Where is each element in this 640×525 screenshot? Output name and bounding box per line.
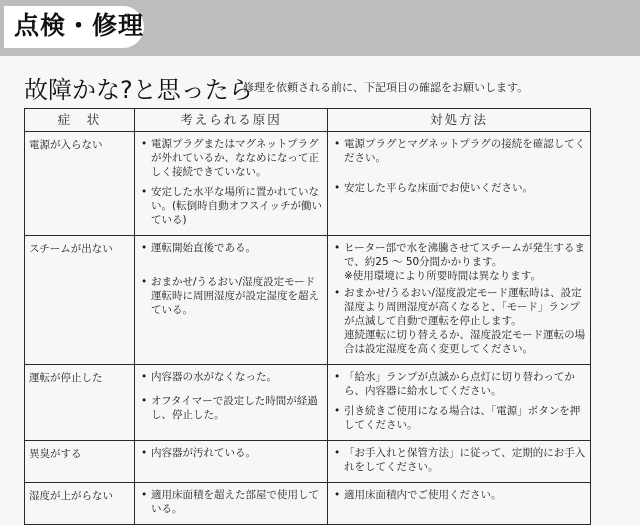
table-row <box>25 365 591 441</box>
remedy-item: • 安定した平らな床面でお使いください。 <box>334 182 533 194</box>
remedy-cell <box>328 483 591 525</box>
bullet: • <box>334 447 341 459</box>
troubleshooting-table <box>24 108 591 525</box>
remedy-cell <box>328 132 591 236</box>
table-row <box>25 132 591 236</box>
symptom-cell: スチームが出ない <box>25 236 135 365</box>
remedy-item: • 「給水」ランプが点滅から点灯に切り替わってから、内容器に給水してください。 <box>334 371 575 397</box>
symptom-cell: 湿度が上がらない <box>25 483 135 525</box>
cause-cell <box>135 365 328 441</box>
symptom-cell: 運転が停止した <box>25 365 135 441</box>
bullet: • <box>334 405 341 417</box>
table-row <box>25 236 591 365</box>
bullet: • <box>334 489 341 501</box>
bullet: • <box>141 186 148 198</box>
remedy-item: • 引き続きご使用になる場合は、「電源」ボタンを押してください。 <box>334 405 581 431</box>
remedy-item: • 電源プラグとマグネットプラグの接続を確認してください。 <box>334 138 586 164</box>
bullet: • <box>141 447 148 459</box>
remedy-item: • おまかせ/うるおい/湿度設定モード運転時は、設定湿度より周囲湿度が高くなると、「モード」ランプが点滅して自動で運転を停止します。 連続運転に切り替えるか、湿度設定モード運転の場合は設定湿度を高く変更してください。 <box>334 287 586 355</box>
cause-item: • 内容器が汚れている。 <box>141 447 256 459</box>
bullet: • <box>141 395 148 407</box>
cause-cell <box>135 441 328 483</box>
bullet: • <box>141 489 148 501</box>
header-band <box>0 0 640 56</box>
remedy-item: • 「お手入れと保管方法」に従って、定期的にお手入れをしてください。 <box>334 447 586 473</box>
bullet: • <box>334 287 341 299</box>
bullet: • <box>334 371 341 383</box>
remedy-cell <box>328 236 591 365</box>
cause-item: • 運転開始直後である。 <box>141 242 256 254</box>
header-cause: 考えられる原因 <box>135 109 328 132</box>
cause-item: • 内容器の水がなくなった。 <box>141 371 277 383</box>
bullet: • <box>334 138 341 150</box>
header-symptom: 症 状 <box>25 109 135 132</box>
cause-cell <box>135 483 328 525</box>
symptom-cell: 異臭がする <box>25 441 135 483</box>
table-row <box>25 483 591 525</box>
section-note: 修理を依頼される前に、下記項目の確認をお願いします。 <box>243 81 529 94</box>
remedy-cell <box>328 441 591 483</box>
bullet: • <box>141 276 148 288</box>
remedy-item: • 適用床面積内でご使用ください。 <box>334 489 502 501</box>
header-remedy: 対処方法 <box>328 109 591 132</box>
cause-cell <box>135 236 328 365</box>
cause-item: • オフタイマーで設定した時間が経過し、停止した。 <box>141 395 318 421</box>
section-title: 故障かな?と思ったら <box>24 76 253 104</box>
cause-item: • 電源プラグまたはマグネットプラグが外れているか、ななめになって正しく接続できていない。 <box>141 138 319 178</box>
page-title: 点検・修理 <box>14 11 145 40</box>
bullet: • <box>141 242 148 254</box>
symptom-cell: 電源が入らない <box>25 132 135 236</box>
table-row <box>25 441 591 483</box>
cause-cell <box>135 132 328 236</box>
bullet: • <box>141 138 148 150</box>
cause-item: • おまかせ/うるおい/湿度設定モード運転時に周囲湿度が設定湿度を超えている。 <box>141 276 319 316</box>
bullet: • <box>141 371 148 383</box>
remedy-cell <box>328 365 591 441</box>
cause-item: • 適用床面積を超えた部屋で使用している。 <box>141 489 319 515</box>
cause-item: • 安定した水平な場所に置かれていない。(転倒時自動オフスイッチが働いている) <box>141 186 322 226</box>
table-header-row <box>25 109 591 132</box>
bullet: • <box>334 182 341 194</box>
remedy-item: • ヒーター部で水を沸騰させてスチームが発生するまで、約25 ～ 50分間かかります。 ※使用環境により所要時間は異なります。 <box>334 242 585 282</box>
bullet: • <box>334 242 341 254</box>
